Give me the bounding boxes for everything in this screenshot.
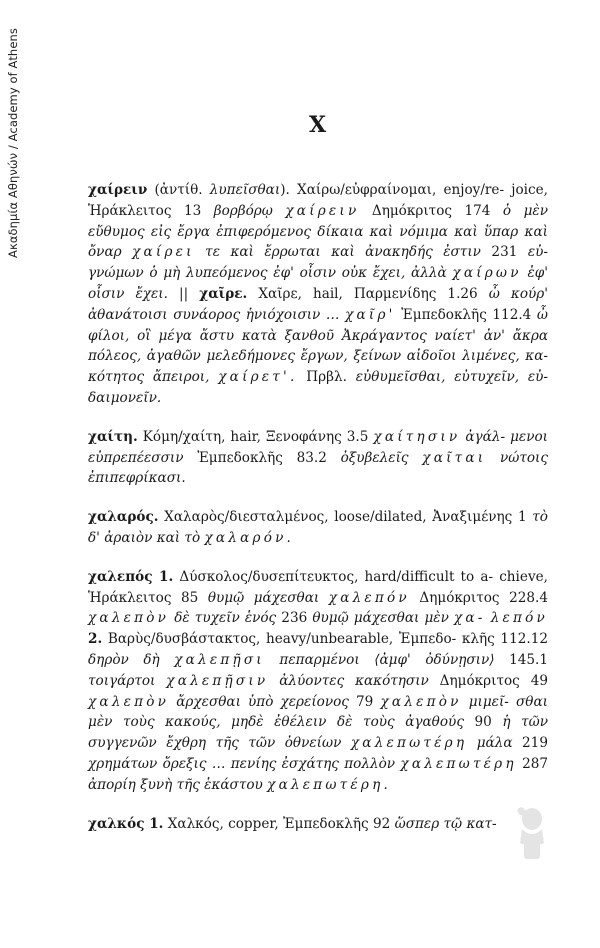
entry-text-span: Χαλκός, copper, Ἐμπεδοκλῆς 92 [163,815,395,832]
entry-text-span: ὦ φίλοι, οἳ μέγα ἄστυ κατὰ ξανθοῦ Ἀκράγαντος ναίετ' ἀν' ἄκρα [88,306,548,344]
entry-headword: 2. [88,631,103,648]
watermark-logo [510,805,554,865]
entry-text-span: ὁ [502,202,512,219]
dictionary-entry [88,427,548,489]
entry-text-span: Χαῖρε, hail, Παρμενίδης 1.26 [247,285,489,302]
entry-text-span: χαλεπὸν [88,693,170,710]
entry-text-span: τὸ δ' ἀραιὸν καὶ τὸ [88,509,548,546]
entry-text-span: χαλεπῇσι [174,651,265,668]
entry-text-span: κότητος ἄπειροι, [88,369,210,386]
entry-text-span [462,694,469,710]
entry-text-span: χαίρειν [285,202,360,219]
entry-text-span: ἡ τῶν [502,714,548,731]
entry-text-span: χαλεπωτέρη. [267,776,391,793]
entry-text-span: chieve, Ἡράκλειτος 85 [88,568,548,606]
entry-text-span: χαῖται [422,449,487,466]
entry-text [88,507,548,549]
dictionary-page [88,112,548,852]
entry-text-span: βορβόρῳ [213,202,273,219]
entry-text-span: 228.4 [509,589,548,606]
entry-text-span: Ἐμπεδοκλῆς 112.4 [395,306,532,323]
entry-headword: χαίτη. [88,428,138,445]
entry-text-span: χαλεπωτέρη [350,735,468,752]
entry-text-span: χαίρων [452,265,522,282]
entry-text-span: Δημόκριτος 174 [359,202,503,219]
entry-text [88,567,548,796]
entry-text-span: 90 [463,714,503,731]
entry-text-span: ἀπορίη ξυνὴ τῆς ἑκάστου [88,776,263,793]
entry-text-span: δὲ τυχεῖν ἑνός [174,610,277,627]
entry-text-span: τε καὶ ἔρρωται καὶ ἀνακηδής ἐστιν [205,244,481,261]
entry-text-span [160,652,175,668]
entry-text-span [273,203,285,219]
entry-text-span: ἀγάλ- [465,428,506,445]
entry-text-span: ἄρχεσθαι ὑπὸ χερείονος [176,693,349,710]
section-letter: X [308,112,328,138]
entry-text-span: 236 [276,610,313,627]
entry-text-span [265,652,280,668]
entry-text-span [341,735,351,751]
entry-text-span: χαλαρόν. [204,529,295,546]
entry-text-span: χαῖρ' [345,306,396,323]
entry-headword: χαλαρός. [88,509,159,526]
entry-text-span [486,450,500,466]
entry-text-span: 145.1 [509,651,549,668]
entry-text-span: χαλεπόν [328,589,410,606]
entry-text-span [122,244,132,260]
entry-text-span: σθαι μὲν τοὺς κακούς, μηδὲ ἐθέλειν δὲ τοὺς ἀγαθούς [88,693,549,731]
entry-text-span: λεπόν [490,610,548,627]
entry-text-span: κλῆς 112.12 [461,631,548,648]
entry-text-span: Δημόκριτος [428,672,520,689]
entry-text-span: 219 [512,735,548,752]
entry-text-span [467,735,477,751]
entry-text-span: Δύσκολος/δυσεπίτευκτος, hard/difficult to a- [173,568,494,585]
entry-text-span: Ἐμπεδοκλῆς 83.2 [183,449,341,466]
entry-text-span [195,244,205,260]
entry-text-span [268,673,279,689]
entry-text-span: Κόμη/χαίτη, hair, Ξενοφάνης 3.5 [137,428,374,445]
entry-text-span: χα- [453,610,486,627]
entry-text-span: Χαλαρὸς/διεσταλμένος, loose/dilated, Ἀναξιμένης [158,509,513,526]
entry-headword: χαίρειν [88,182,148,198]
entry-text-span: μάλα [476,735,513,752]
entry-text-span: ἀλύοντες κακότησιν [279,672,429,689]
entry-text-span: χαλεπῇσιν [166,672,269,689]
dictionary-entry [88,814,548,835]
dictionary-entry [88,180,548,409]
side-note-academy: Ακαδημία Αθηνών / Academy of Athens [6,28,20,258]
entry-text-span: εὐ- [527,244,548,261]
entry-text-span: 1 [517,509,533,526]
entry-text-span: ). Χαίρω/εὐφραίνομαι, enjoy/re- [280,182,505,198]
entry-text-span: Πρβλ. [297,369,356,386]
entry-headword: χαῖρε. [199,285,248,302]
entry-text-span: || [167,285,200,302]
entry-text-span: τοιγάρτοι [88,672,156,689]
entry-text [88,180,548,409]
entry-text-span: χρημάτων ὄρεξις … πενίης ἐσχάτης πολλὸν [88,755,396,772]
entry-text [88,427,548,489]
entry-text-span: ὥσπερ τῷ κατ- [394,815,497,832]
entry-text-span: συγγενῶν ἔχθρη τῆς τῶν ὀθνείων [88,735,342,752]
entry-text-span: γνώμων ὁ μὴ λυπεόμενος ἐφ' οἷσιν οὐκ ἔχει, ἀλλὰ [88,265,447,282]
entry-text-span: θυμῷ μάχεσθαι μὲν [312,610,449,627]
entry-text-span [209,369,218,385]
entry-text-span: δηρὸν δὴ [88,651,160,668]
entry-text-span: χαλεπὸν [88,610,170,627]
entry-text-span: 231 [480,244,528,261]
entry-text-span: χαλεπὸν [380,693,462,710]
entry-text-span: μενοι εὐπρεπέεσσιν [88,428,548,466]
entry-text-span: χαλεπωτέρη [400,755,517,772]
entry-text-span: νώτοις [499,449,548,466]
dictionary-entry [88,567,548,796]
entry-text-span: εὐθυμεῖσθαι, εὐτυχεῖν, εὐ- [355,369,548,386]
entry-text-span: 287 [522,755,549,772]
entry-text-span: Βαρὺς/δυσβάστακτος, heavy/unbearable, Ἐμπεδο- [102,631,457,648]
entry-text-span: ἀθανάτοισι συνάορος ἡνιόχοισιν … [88,306,340,323]
entry-text-span [155,673,166,689]
entry-text-span: χαίρει [132,244,195,261]
entry-text-span: ὦ κούρ' [488,285,549,302]
entry-text-span: μὲν εὔθυμος εἰς ἔργα ἐπιφερόμενος δίκαια καὶ νόμιμα καὶ ὕπαρ [88,202,548,240]
entry-text-span: πόλεος, ἀγαθῶν μελεδήμονες ἔργων, ξείνων αἰδοῖοι λιμένες, κα- [88,348,548,365]
entry-text-span: Δημόκριτος [409,589,500,606]
entry-text-span: μιμεῖ- [468,693,509,710]
entry-text-span: οἷσιν ἔχει. [88,285,168,302]
entry-text [88,814,548,835]
entry-text-span: λυπεῖσθαι [209,182,281,198]
entries-list [88,180,548,834]
entry-text-span: θυμῷ μάχεσθαι [207,589,320,606]
entry-text-span: joice, Ἡράκλειτος 13 [88,182,548,219]
entry-text-span: ὀξυβελεῖς [340,449,409,466]
entry-headword: χαλεπός 1. [88,568,174,585]
entry-text-span: καὶ ὄναρ [88,223,548,261]
entry-text-span: χαίρετ'. [218,369,298,386]
entry-text-span: 49 [530,672,548,689]
entry-text-span: ἐπιπεφρίκασι. [88,470,186,487]
entry-text-span: πεπαρμένοι ⟨ἀμφ' ὀδύνῃσιν⟩ [279,651,495,668]
entry-text-span: δαιμονεῖν. [88,389,162,406]
entry-text-span: ἐφ' [527,265,548,282]
entry-text-span: (ἀντίθ. [147,182,210,198]
entry-headword: χαλκός 1. [88,815,164,832]
entry-text-span: 79 [348,693,381,710]
entry-text-span: χαίτησιν [373,428,461,445]
entry-text-span [319,590,329,606]
entry-text-span [409,450,423,466]
dictionary-entry [88,507,548,549]
